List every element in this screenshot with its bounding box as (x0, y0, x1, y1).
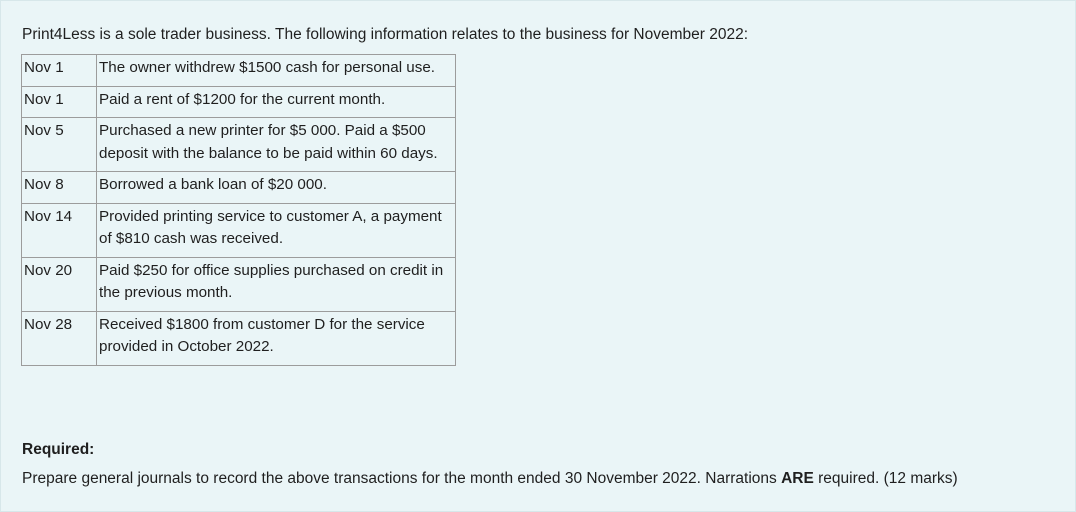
transaction-date: Nov 5 (22, 118, 97, 172)
required-text-end: required. (12 marks) (813, 470, 958, 487)
transaction-date: Nov 1 (22, 55, 97, 87)
table-row (22, 172, 456, 204)
transaction-description: Received $1800 from customer D for the service provided in October 2022. (97, 311, 456, 365)
table-row (22, 55, 456, 87)
transaction-description: Paid $250 for office supplies purchased on credit in the previous month. (97, 257, 456, 311)
transaction-description: Purchased a new printer for $5 000. Paid a $500 deposit with the balance to be paid within 60 days. (97, 118, 456, 172)
intro-text: Print4Less is a sole trader business. The following information relates to the business for November 2022: (22, 26, 749, 43)
required-heading: Required: (22, 441, 95, 458)
table-row (22, 203, 456, 257)
transaction-date: Nov 28 (22, 311, 97, 365)
transaction-date: Nov 1 (22, 86, 97, 118)
required-emphasis: ARE (781, 470, 814, 487)
transaction-description: Provided printing service to customer A, a payment of $810 cash was received. (97, 203, 456, 257)
required-text-start: Prepare general journals to record the above transactions for the month ended 30 November 2022. Narrations (22, 470, 782, 487)
transaction-date: Nov 14 (22, 203, 97, 257)
transaction-description: The owner withdrew $1500 cash for personal use. (97, 55, 456, 87)
transaction-description: Borrowed a bank loan of $20 000. (97, 172, 456, 204)
table-row (22, 311, 456, 365)
transaction-description: Paid a rent of $1200 for the current month. (97, 86, 456, 118)
table-row (22, 86, 456, 118)
table-row (22, 257, 456, 311)
table-row (22, 118, 456, 172)
transaction-date: Nov 20 (22, 257, 97, 311)
transactions-table (21, 54, 456, 366)
transaction-date: Nov 8 (22, 172, 97, 204)
required-instructions (22, 469, 958, 489)
